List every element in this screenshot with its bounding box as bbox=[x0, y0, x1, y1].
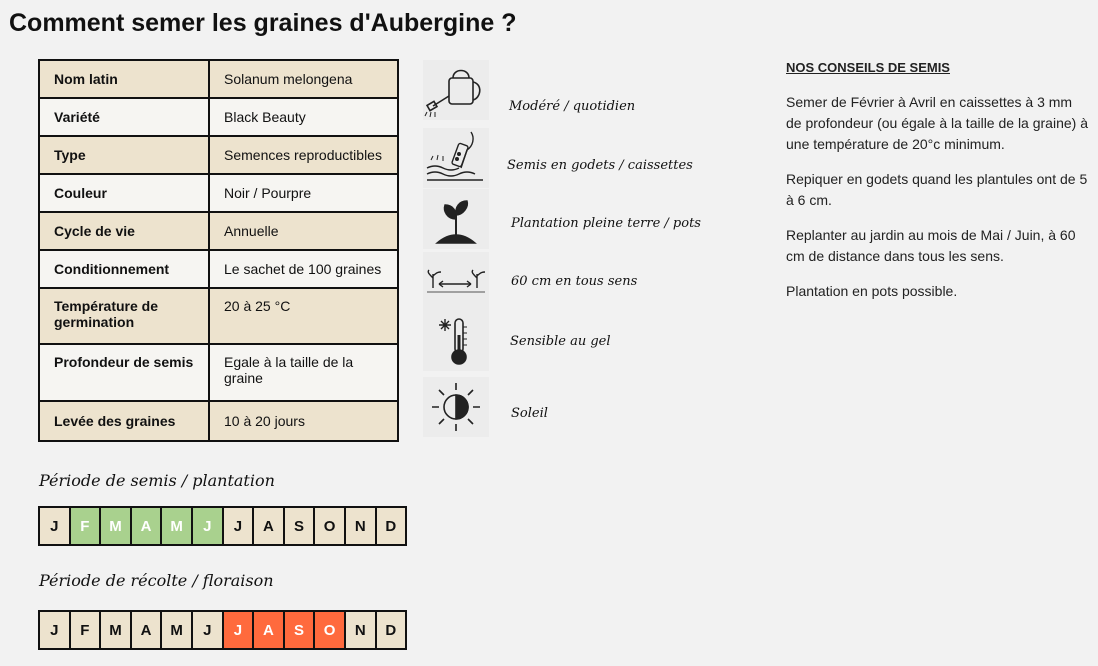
month-cell: A bbox=[132, 612, 163, 648]
table-row bbox=[39, 250, 398, 288]
month-cell: D bbox=[385, 621, 397, 639]
watering-can-icon bbox=[423, 60, 489, 120]
page-title: Comment semer les graines d'Aubergine ? bbox=[9, 9, 517, 37]
month-cell: A bbox=[132, 508, 163, 544]
table-row bbox=[39, 344, 398, 401]
month-cell: M bbox=[101, 612, 132, 648]
table-key: Température de germination bbox=[39, 288, 209, 344]
icon-label: Sensible au gel bbox=[510, 334, 611, 349]
table-key: Variété bbox=[39, 98, 209, 136]
table-value: Semences reproductibles bbox=[209, 136, 398, 174]
table-row bbox=[39, 401, 398, 441]
table-row bbox=[39, 212, 398, 250]
month-cell: A bbox=[254, 508, 285, 544]
icon-label: Semis en godets / caissettes bbox=[507, 158, 693, 173]
table-key: Conditionnement bbox=[39, 250, 209, 288]
table-key: Cycle de vie bbox=[39, 212, 209, 250]
month-cell: J bbox=[224, 508, 255, 544]
advice-section bbox=[786, 57, 1091, 316]
table-key: Levée des graines bbox=[39, 401, 209, 441]
spacing-icon bbox=[423, 252, 489, 312]
icon-label: Soleil bbox=[511, 406, 548, 421]
month-cell: D bbox=[385, 517, 397, 535]
month-cell: O bbox=[315, 612, 346, 648]
table-row bbox=[39, 288, 398, 344]
table-key: Nom latin bbox=[39, 60, 209, 98]
month-cell: F bbox=[71, 612, 102, 648]
advice-paragraph: Repiquer en godets quand les plantules ont de 5 à 6 cm. bbox=[786, 171, 1088, 208]
table-value: Egale à la taille de la graine bbox=[209, 344, 398, 401]
harvest-period-label: Période de récolte / floraison bbox=[39, 571, 274, 590]
month-cell: J bbox=[40, 612, 71, 648]
harvest-calendar bbox=[38, 610, 407, 650]
month-cell: O bbox=[315, 508, 346, 544]
info-table bbox=[38, 59, 399, 442]
month-cell: S bbox=[285, 612, 316, 648]
month-cell: N bbox=[346, 508, 377, 544]
advice-paragraph: Semer de Février à Avril en caissettes à 3 mm de profondeur (ou égale à la taille de la graine) à une température de 20°c minimum. bbox=[786, 94, 1088, 152]
sprout-icon bbox=[423, 189, 489, 249]
table-row bbox=[39, 136, 398, 174]
table-value: Le sachet de 100 graines bbox=[209, 250, 398, 288]
seed-tray-icon bbox=[423, 128, 489, 188]
sowing-period-label: Période de semis / plantation bbox=[39, 471, 275, 490]
table-value: 20 à 25 °C bbox=[209, 288, 398, 344]
icon-label: Modéré / quotidien bbox=[509, 99, 636, 114]
month-cell: S bbox=[285, 508, 316, 544]
month-cell: M bbox=[101, 508, 132, 544]
thermometer-frost-icon bbox=[423, 311, 489, 371]
icon-label: 60 cm en tous sens bbox=[511, 274, 638, 289]
month-cell: J bbox=[193, 612, 224, 648]
advice-paragraph: Replanter au jardin au mois de Mai / Juin, à 60 cm de distance dans tous les sens. bbox=[786, 227, 1076, 264]
month-cell: J bbox=[224, 612, 255, 648]
month-cell: N bbox=[346, 612, 377, 648]
table-value: 10 à 20 jours bbox=[209, 401, 398, 441]
month-cell: A bbox=[254, 612, 285, 648]
table-row bbox=[39, 60, 398, 98]
table-value: Annuelle bbox=[209, 212, 398, 250]
advice-heading: NOS CONSEILS DE SEMIS bbox=[786, 60, 950, 75]
month-cell: F bbox=[71, 508, 102, 544]
table-key: Type bbox=[39, 136, 209, 174]
month-cell: M bbox=[162, 508, 193, 544]
table-key: Couleur bbox=[39, 174, 209, 212]
month-cell: J bbox=[193, 508, 224, 544]
sun-icon bbox=[423, 377, 489, 437]
sowing-calendar bbox=[38, 506, 407, 546]
advice-paragraph: Plantation en pots possible. bbox=[786, 283, 958, 299]
table-row bbox=[39, 174, 398, 212]
month-cell: J bbox=[40, 508, 71, 544]
table-key: Profondeur de semis bbox=[39, 344, 209, 401]
table-value: Solanum melongena bbox=[209, 60, 398, 98]
icon-label: Plantation pleine terre / pots bbox=[511, 216, 701, 231]
table-value: Black Beauty bbox=[209, 98, 398, 136]
month-cell: M bbox=[162, 612, 193, 648]
table-row bbox=[39, 98, 398, 136]
table-value: Noir / Pourpre bbox=[209, 174, 398, 212]
